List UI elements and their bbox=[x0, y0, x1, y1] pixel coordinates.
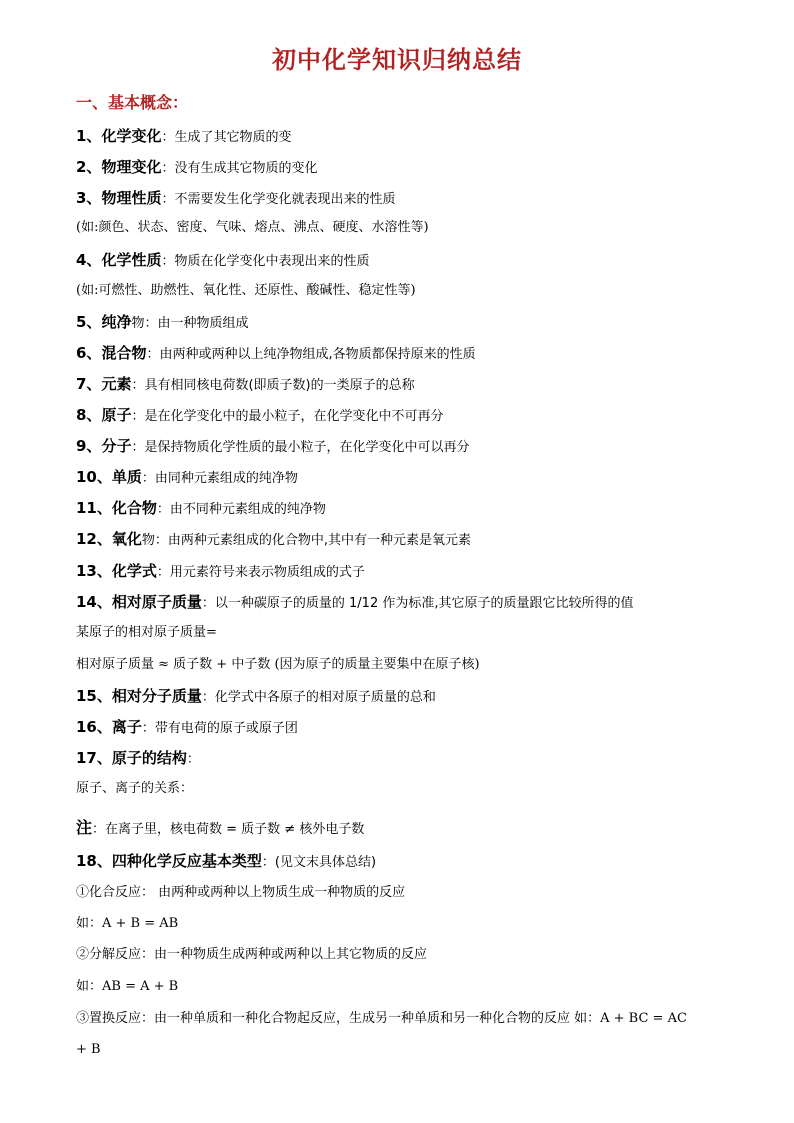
content-line bbox=[76, 883, 756, 903]
item-term: 化学变化 bbox=[101, 127, 162, 145]
content-line bbox=[76, 623, 756, 643]
content-line bbox=[76, 851, 756, 871]
content-line bbox=[76, 655, 756, 675]
item-text: + B bbox=[76, 1042, 101, 1057]
content-line bbox=[76, 779, 756, 799]
item-definition: ：用元素符号来表示物质组成的式子 bbox=[156, 565, 365, 580]
item-definition: ：带有电荷的原子或原子团 bbox=[141, 721, 298, 736]
content-line bbox=[76, 1040, 756, 1060]
item-definition: ：(见文末具体总结) bbox=[261, 855, 377, 870]
item-term: 混合物 bbox=[101, 344, 147, 362]
item-definition: ：由不同种元素组成的纯净物 bbox=[156, 502, 326, 517]
item-text: 某原子的相对原子质量= bbox=[76, 625, 217, 640]
content-line bbox=[76, 977, 756, 997]
content-line bbox=[76, 686, 756, 706]
item-term: 离子 bbox=[111, 718, 142, 736]
item-number: 5、 bbox=[76, 313, 102, 331]
content-line bbox=[76, 126, 756, 146]
content-line bbox=[76, 281, 756, 301]
content-line bbox=[76, 312, 756, 332]
item-number: 16、 bbox=[76, 718, 112, 736]
item-text: 相对原子质量 ≈ 质子数 + 中子数 (因为原子的质量主要集中在原子核) bbox=[76, 657, 480, 672]
item-term: 纯净 bbox=[101, 313, 132, 331]
content-line bbox=[76, 436, 756, 456]
item-number: 13、 bbox=[76, 562, 112, 580]
item-number: 10、 bbox=[76, 468, 112, 486]
item-text: 原子、离子的关系： bbox=[76, 781, 194, 796]
item-number: 8、 bbox=[76, 406, 102, 424]
content-line bbox=[76, 1009, 756, 1029]
item-number: 4、 bbox=[76, 251, 102, 269]
item-definition: 物：由一种物质组成 bbox=[131, 316, 249, 331]
item-text: 如：A + B = AB bbox=[76, 916, 179, 931]
item-number: 17、 bbox=[76, 749, 112, 767]
item-definition: 物：由两种元素组成的化合物中,其中有一种元素是氧元素 bbox=[141, 533, 472, 548]
item-number: 2、 bbox=[76, 158, 102, 176]
item-text: ③置换反应：由一种单质和一种化合物起反应，生成另一种单质和另一种化合物的反应 如：A + BC = AC bbox=[76, 1011, 687, 1026]
item-term: 分子 bbox=[101, 437, 132, 455]
content-line bbox=[76, 945, 756, 965]
item-term: 化学式 bbox=[111, 562, 157, 580]
note-text: ：在离子里，核电荷数 = 质子数 ≠ 核外电子数 bbox=[92, 822, 365, 837]
item-term: 相对分子质量 bbox=[111, 687, 202, 705]
content-line bbox=[76, 748, 756, 768]
item-definition: ：由同种元素组成的纯净物 bbox=[141, 471, 298, 486]
content-line bbox=[76, 374, 756, 394]
item-definition: ：生成了其它物质的变 bbox=[161, 130, 292, 145]
item-term: 氧化 bbox=[111, 530, 142, 548]
item-term: 相对原子质量 bbox=[111, 593, 202, 611]
item-term: 化合物 bbox=[111, 499, 157, 517]
item-text: ②分解反应：由一种物质生成两种或两种以上其它物质的反应 bbox=[76, 947, 428, 962]
item-term: 元素 bbox=[101, 375, 132, 393]
item-definition: ：由两种或两种以上纯净物组成,各物质都保持原来的性质 bbox=[146, 347, 476, 362]
content-line bbox=[76, 405, 756, 425]
item-definition: ：以一种碳原子的质量的 1/12 作为标准,其它原子的质量跟它比较所得的值 bbox=[201, 596, 634, 611]
item-number: 18、 bbox=[76, 852, 112, 870]
item-number: 7、 bbox=[76, 375, 102, 393]
item-number: 6、 bbox=[76, 344, 102, 362]
item-term: 化学性质 bbox=[101, 251, 162, 269]
item-text: (如:可燃性、助燃性、氧化性、还原性、酸碱性、稳定性等) bbox=[76, 283, 416, 298]
item-number: 3、 bbox=[76, 189, 102, 207]
item-definition: ：不需要发生化学变化就表现出来的性质 bbox=[161, 192, 396, 207]
item-term: 四种化学反应基本类型 bbox=[111, 852, 262, 870]
section-heading: 一、基本概念： bbox=[76, 93, 189, 112]
content-line bbox=[76, 188, 756, 208]
item-term: 单质 bbox=[111, 468, 142, 486]
item-definition: ：是在化学变化中的最小粒子，在化学变化中不可再分 bbox=[131, 409, 444, 424]
item-definition: ：具有相同核电荷数(即质子数)的一类原子的总称 bbox=[131, 378, 415, 393]
item-definition: ：是保持物质化学性质的最小粒子，在化学变化中可以再分 bbox=[131, 440, 470, 455]
item-definition: ：化学式中各原子的相对原子质量的总和 bbox=[201, 690, 436, 705]
note-label: 注 bbox=[76, 818, 93, 837]
item-term: 物理性质 bbox=[101, 189, 162, 207]
content-line bbox=[76, 561, 756, 581]
content-line bbox=[76, 818, 756, 838]
item-term: 物理变化 bbox=[101, 158, 162, 176]
content-line bbox=[76, 717, 756, 737]
item-text: (如:颜色、状态、密度、气味、熔点、沸点、硬度、水溶性等) bbox=[76, 220, 429, 235]
page-title: 初中化学知识归纳总结 bbox=[272, 45, 522, 74]
item-definition: ： bbox=[186, 752, 200, 767]
content-line bbox=[76, 914, 756, 934]
content-line bbox=[76, 467, 756, 487]
content-line bbox=[76, 529, 756, 549]
content-line bbox=[76, 157, 756, 177]
item-number: 9、 bbox=[76, 437, 102, 455]
content-line bbox=[76, 592, 756, 612]
item-number: 14、 bbox=[76, 593, 112, 611]
item-number: 11、 bbox=[76, 499, 112, 517]
content-line bbox=[76, 498, 756, 518]
content-line bbox=[76, 250, 756, 270]
item-text: 如：AB = A + B bbox=[76, 979, 179, 994]
item-term: 原子的结构 bbox=[111, 749, 187, 767]
item-definition: ：没有生成其它物质的变化 bbox=[161, 161, 318, 176]
content-line bbox=[76, 343, 756, 363]
item-definition: ：物质在化学变化中表现出来的性质 bbox=[161, 254, 370, 269]
item-text: ①化合反应： 由两种或两种以上物质生成一种物质的反应 bbox=[76, 885, 406, 900]
item-number: 12、 bbox=[76, 530, 112, 548]
content-line bbox=[76, 218, 756, 238]
item-term: 原子 bbox=[101, 406, 132, 424]
item-number: 1、 bbox=[76, 127, 102, 145]
item-number: 15、 bbox=[76, 687, 112, 705]
